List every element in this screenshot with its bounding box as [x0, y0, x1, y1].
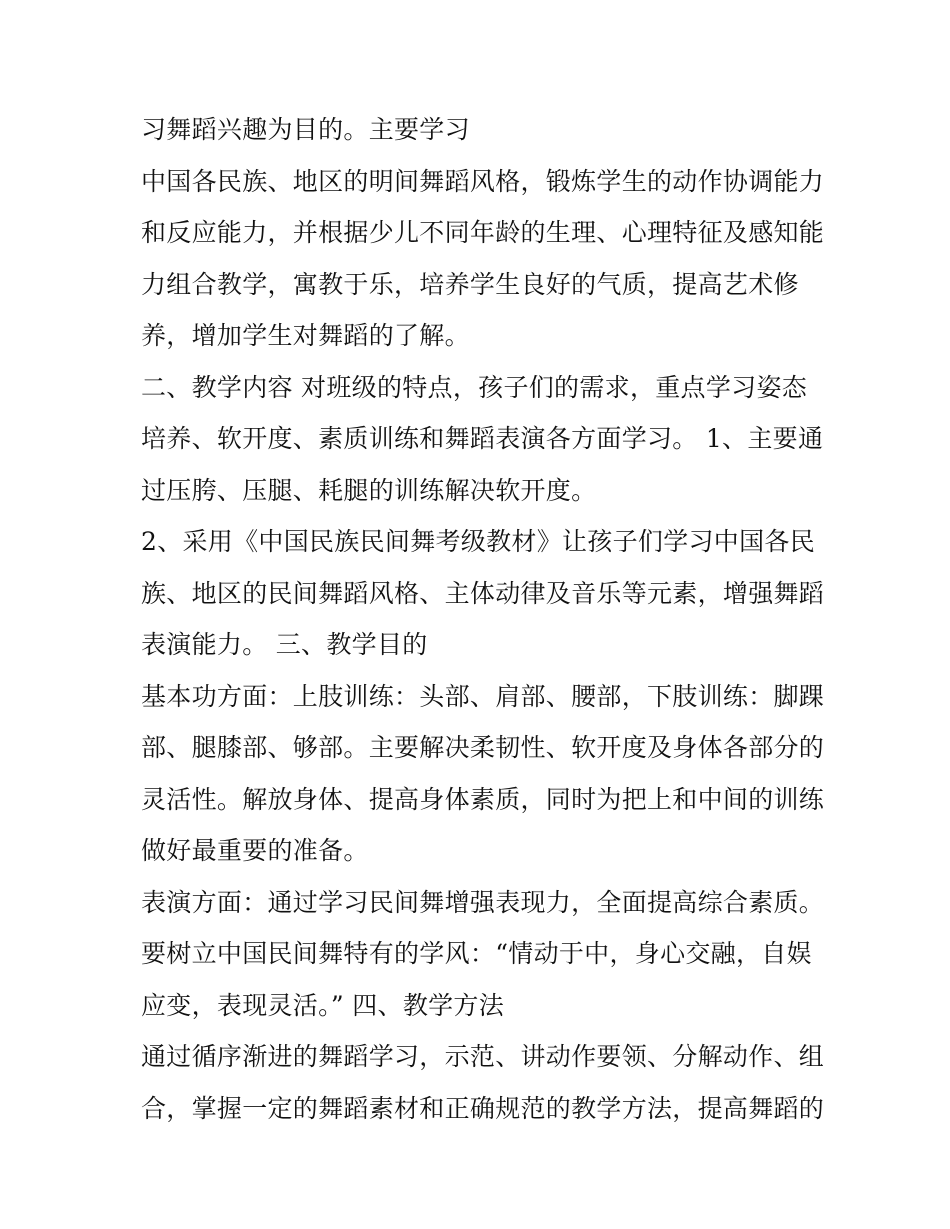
- text-line: 习舞蹈兴趣为目的。主要学习: [141, 115, 470, 144]
- text-line: 力组合教学，寓教于乐，培养学生良好的气质，提高艺术修: [141, 269, 799, 299]
- text-line: 合，掌握一定的舞蹈素材和正确规范的教学方法，提高舞蹈的: [141, 1093, 825, 1123]
- text-line: 灵活性。解放身体、提高身体素质，同时为把上和中间的训练: [141, 784, 825, 814]
- document-body: [141, 108, 831, 1138]
- text-line: 应变，表现灵活。” 四、教学方法: [141, 990, 505, 1020]
- text-line: 和反应能力，并根据少儿不同年龄的生理、心理特征及感知能: [141, 218, 825, 247]
- text-line: 族、地区的民间舞蹈风格、主体动律及音乐等元素，增强舞蹈: [141, 578, 825, 608]
- text-line: 做好最重要的准备。: [141, 836, 369, 865]
- text-line: 培养、软开度、素质训练和舞蹈表演各方面学习。 1、主要通: [141, 424, 824, 453]
- text-line: 二、教学内容 对班级的特点，孩子们的需求，重点学习姿态: [141, 372, 808, 402]
- text-line: 通过循序渐进的舞蹈学习，示范、讲动作要领、分解动作、组: [141, 1042, 825, 1071]
- text-line: 表演方面：通过学习民间舞增强表现力，全面提高综合素质。: [141, 887, 825, 917]
- text-line: 部、腿膝部、够部。主要解决柔韧性、软开度及身体各部分的: [141, 733, 825, 762]
- text-line: 过压胯、压腿、耗腿的训练解决软开度。: [141, 475, 597, 505]
- text-line: 基本功方面：上肢训练：头部、肩部、腰部，下肢训练：脚踝: [141, 681, 825, 711]
- text-line: 养，增加学生对舞蹈的了解。: [141, 321, 470, 350]
- text-line: 要树立中国民间舞特有的学风：“情动于中，身心交融，自娱: [141, 939, 812, 968]
- text-line: 表演能力。 三、教学目的: [141, 630, 428, 659]
- text-line: 2、采用《中国民族民间舞考级教材》让孩子们学习中国各民: [141, 527, 816, 556]
- text-line: 中国各民族、地区的明间舞蹈风格，锻炼学生的动作协调能力: [141, 166, 825, 196]
